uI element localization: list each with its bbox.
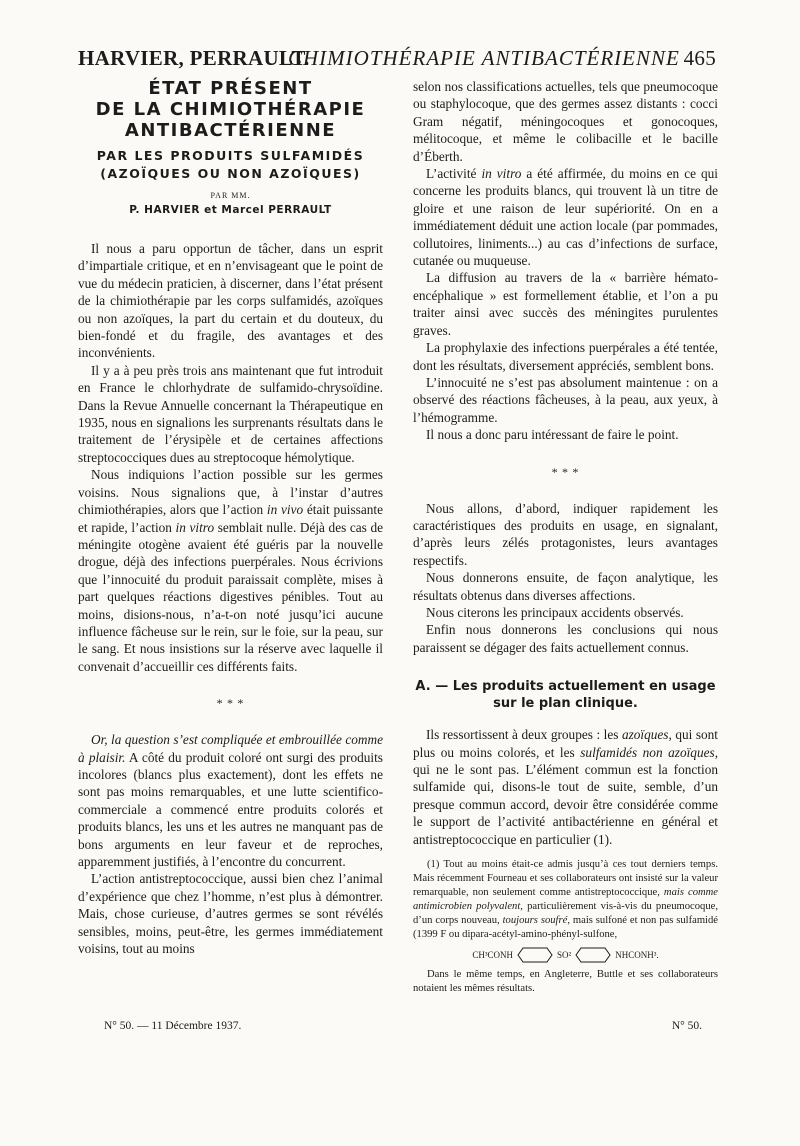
paragraph: L’action antistreptococcique, aussi bien chez l’animal d’expérience que chez l’homme, n’est plus à démontrer. Mais, chose curieuse, d’autres germes se sont révélés sensibles, moins, peut-être, les germes immédiatement voisins, tout au moins	[78, 871, 383, 957]
left-column	[78, 78, 383, 957]
article-title-line: ANTIBACTÉRIENNE	[124, 120, 337, 141]
running-header	[78, 42, 716, 76]
paragraph: selon nos classifications actuelles, tels que pneumocoque ou staphylocoque, que des germes assez distants : cocci Gram négatif, méningocoques et gonocoques, mélitocoque, et même le colibacille et le bacille d’Éberth.	[413, 79, 718, 164]
paragraph: Nous allons, d’abord, indiquer rapidement les caractéristiques des produits en usage, en signalant, d’après leurs zélés protagonistes, leurs avantages respectifs.	[413, 500, 718, 568]
byline-par: PAR MM.	[210, 191, 251, 200]
article-title-line: ÉTAT PRÉSENT	[148, 78, 313, 99]
paragraph: Or, la question s’est compliquée et embrouillée comme à plaisir. A côté du produit coloré ont surgi des produits incolores (blancs plus exactement), dont les effets ne sont pas moins remarquables, et une lutte scientifico-commerciale a commencé entre produits colorés et produits blancs, les uns et les autres ne manquant pas de bons arguments en leur faveur et de reproches, apparemment justifiés, à l’encontre du concurrent.	[78, 732, 383, 869]
article-subtitle-line: PAR LES PRODUITS SULFAMIDÉS	[96, 148, 365, 163]
section-heading	[413, 678, 718, 712]
issue-footer: N° 50. — 11 Décembre 1937.	[104, 1020, 242, 1032]
article-authors: P. HARVIER et Marcel PERRAULT	[129, 204, 332, 216]
asterism-divider: * * *	[216, 696, 245, 711]
issue-number-footer: N° 50.	[671, 1020, 702, 1032]
chemical-formula	[413, 946, 718, 964]
article-title-line: DE LA CHIMIOTHÉRAPIE	[95, 99, 366, 120]
article-subtitle	[78, 147, 383, 183]
benzene-ring-icon	[517, 947, 553, 963]
paragraph: La diffusion au travers de la « barrière hémato-encéphalique » est formellement établie, et l’on a pu traiter ainsi avec succès des méningites purulentes graves.	[413, 270, 718, 338]
footnote-continued: Dans le même temps, en Angleterre, Buttle et ses collaborateurs notaient les mêmes résultats.	[413, 969, 718, 995]
paragraph: Il y a à peu près trois ans maintenant que fut introduit en France le chlorhydrate de sulfamido-chrysoïdine. Dans la Revue Annuelle concernant la Thérapeutique en 1935, nous en signalions les surprenants résultats dans le traitement de l’érysipèle et de certaines affections streptococciques dues au streptocoque hémolytique.	[78, 362, 383, 465]
paragraph: L’activité in vitro a été affirmée, du moins en ce qui concerne les produits blancs, qui trouvent là un titre de gloire et une raison de leur supériorité. On en a immédiatement déduit une action locale (par pommades, collutoires, liniments...) au cas d’infections de surface, cutanée ou muqueuse.	[413, 166, 718, 269]
right-column	[413, 78, 718, 996]
article-title	[78, 78, 383, 141]
formula-right-group: NHCONH³.	[615, 950, 659, 961]
header-authors: HARVIER, PERRAULT.	[78, 46, 310, 70]
asterism-divider: * * *	[551, 464, 580, 479]
section-heading-line: sur le plan clinique.	[493, 696, 638, 712]
paragraph: Nous indiquions l’action possible sur les germes voisins. Nous signalions que, à l’instar d’autres chimiothérapies, alors que l’action in vivo était puissante et rapide, l’action in vitro semblait nulle. Déjà des cas de méningite otogène avaient été guéris par la nouvelle drogue, déjà des infections puerpérales. Nous écrivions que l’innocuité du produit paraissait complète, mises à part quelques réactions digestives pénibles. Tout au moins, disions-nous, n’a-t-on noté jusqu’ici aucune influence fâcheuse sur le rein, sur le foie, sur la peau, sur le sang. Et nous insistions sur la réserve avec laquelle il convenait d’accueillir ces différents faits.	[78, 467, 383, 674]
header-journal-title: CHIMIOTHÉRAPIE ANTIBACTÉRIENNE	[288, 46, 680, 70]
formula-left-group: CH³CONH	[472, 950, 514, 961]
benzene-ring-icon	[575, 947, 611, 963]
paragraph: Ils ressortissent à deux groupes : les azoïques, qui sont plus ou moins colorés, et les sulfamidés non azoïques, qui ne le sont pas. L’élément commun est la fonction sulfamide qui, disons-le tout de suite, semble, d’un presque commun accord, devoir être considérée comme le support de l’activité antibactérienne en général et antistreptococcique en particulier (1).	[413, 727, 719, 847]
footnote: (1) Tout au moins était-ce admis jusqu’à ces tout derniers temps. Mais récemment Fourneau et ses collaborateurs ont insisté sur la valeur remarquable, non seulement comme antistreptococcique, mais comme antimicrobien polyvalent, particulièrement vis-à-vis du pneumocoque, d’un corps nouveau, toujours soufré, mais sulfoné et non pas sulfamidé (1399 F ou dipara-acétyl-amino-phényl-sulfone,	[413, 859, 719, 941]
paragraph: Il nous a paru opportun de tâcher, dans un esprit d’impartiale critique, et en n’envisageant que le point de vue du médecin praticien, à discerner, dans l’état présent de la chimiothérapie par les corps sulfamidés, azoïques ou non azoïques, la part du certain et du douteux, du bien-fondé et du fragile, des avantages et des inconvénients.	[78, 241, 383, 361]
paragraph: Nous donnerons ensuite, de façon analytique, les résultats obtenus dans diverses affections.	[413, 570, 718, 603]
paragraph: L’innocuité ne s’est pas absolument maintenue : on a observé des réactions fâcheuses, à la peau, aux yeux, à l’hémogramme.	[413, 374, 718, 425]
page-number: 465	[683, 46, 716, 70]
paragraph: Il nous a donc paru intéressant de faire le point.	[426, 427, 679, 443]
paragraph: Nous citerons les principaux accidents observés.	[426, 604, 684, 620]
paragraph: Enfin nous donnerons les conclusions qui nous paraissent se dégager des faits actuellement connus.	[413, 622, 718, 655]
paragraph: La prophylaxie des infections puerpérales a été tentée, dont les résultats, diversement appréciés, semblent bons.	[413, 340, 718, 373]
formula-sulfone-group: SO²	[557, 950, 572, 961]
section-heading-line: A. — Les produits actuellement en usage	[415, 679, 716, 695]
article-subtitle-line: (AZOÏQUES OU NON AZOÏQUES)	[100, 166, 361, 181]
